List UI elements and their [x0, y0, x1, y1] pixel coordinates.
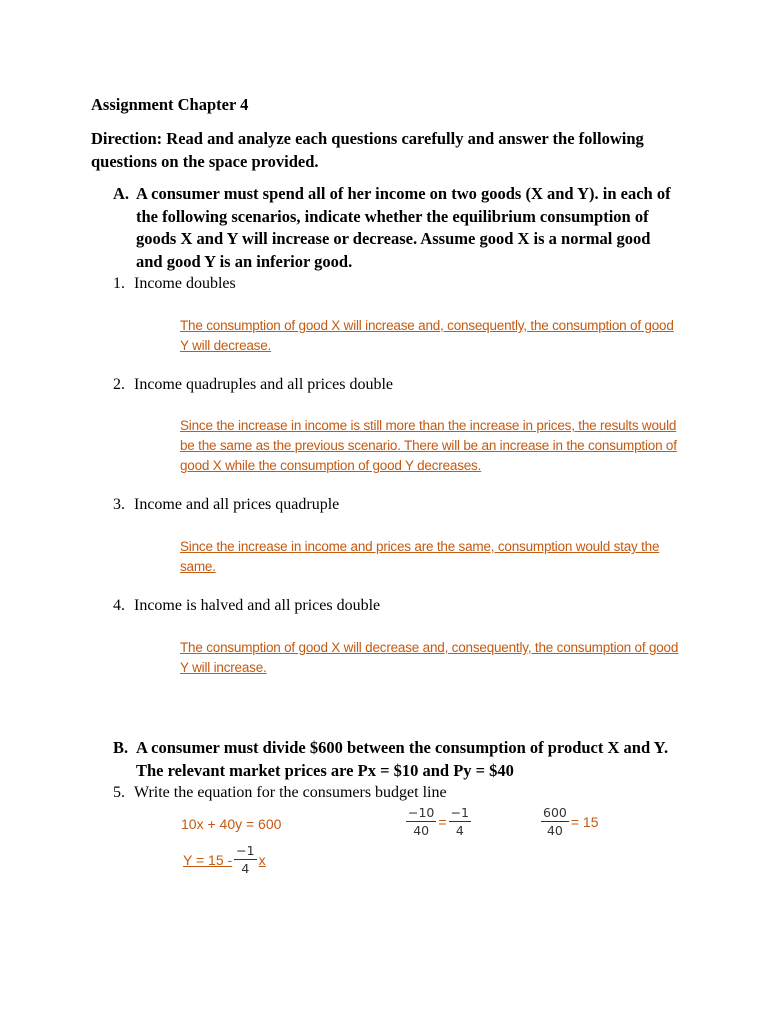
slope-calculation [406, 805, 471, 838]
question-text: Income doubles [134, 275, 236, 292]
fraction-numerator: 600 [543, 805, 567, 820]
answer-4: The consumption of good X will decrease and, consequently, the consumption of good Y will increase. [180, 640, 679, 675]
question-3 [113, 496, 339, 514]
intercept-calculation [541, 805, 601, 838]
question-text: Write the equation for the consumers budget line [134, 784, 447, 801]
section-b [113, 737, 673, 782]
section-a [113, 183, 673, 273]
answer-1: The consumption of good X will increase and, consequently, the consumption of good Y will decrease. [180, 318, 674, 353]
fraction-denominator: 40 [546, 823, 563, 838]
question-text: Income is halved and all prices double [134, 597, 381, 614]
budget-line-equation [181, 843, 268, 876]
question-5 [113, 784, 447, 802]
page-title: Assignment Chapter 4 [91, 95, 249, 114]
fraction-numerator: −1 [236, 843, 255, 858]
fraction-denominator: 4 [455, 823, 464, 838]
fraction-denominator: 4 [241, 861, 250, 876]
answer-2: Since the increase in income is still more than the increase in prices, the results would be the same as the previous scenario. There will be an increase in the consumption of good X while the consumption of good Y decreases. [180, 418, 677, 473]
equals-sign: = [438, 813, 447, 830]
section-b-letter: B. [113, 738, 129, 757]
line-slope-fraction [234, 843, 256, 876]
section-b-text: A consumer must divide $600 between the consumption of product X and Y. The relevant market prices are Px = $10 and Py = $40 [136, 738, 669, 780]
question-number: 4. [113, 597, 125, 614]
question-2 [113, 376, 393, 394]
question-number: 1. [113, 275, 125, 292]
section-a-letter: A. [113, 184, 130, 203]
simplified-slope-fraction [449, 805, 471, 838]
budget-equation: 10x + 40y = 600 [181, 816, 282, 832]
question-1 [113, 275, 236, 293]
answer-3: Since the increase in income and prices are the same, consumption would stay the same. [180, 539, 660, 574]
intercept-fraction [541, 805, 569, 838]
fraction-numerator: −10 [408, 805, 435, 820]
directions-text: Direction: Read and analyze each questions carefully and answer the following questions on the space provided. [91, 129, 644, 171]
fraction-numerator: −1 [450, 805, 470, 820]
question-number: 2. [113, 376, 125, 393]
question-text: Income and all prices quadruple [134, 496, 340, 513]
intercept-result: = 15 [570, 813, 599, 830]
question-text: Income quadruples and all prices double [134, 376, 394, 393]
slope-fraction [406, 805, 436, 838]
question-number: 5. [113, 784, 125, 801]
question-4 [113, 597, 380, 615]
line-prefix: Y = 15 - [183, 851, 233, 868]
section-a-text: A consumer must spend all of her income on two goods (X and Y). in each of the following scenarios, indicate whether the equilibrium consumption of goods X and Y will increase or decrease. Assume good X is a normal good and good Y is an inferior good. [136, 184, 671, 271]
fraction-denominator: 40 [413, 823, 430, 838]
line-suffix: x [258, 851, 266, 868]
question-number: 3. [113, 496, 125, 513]
